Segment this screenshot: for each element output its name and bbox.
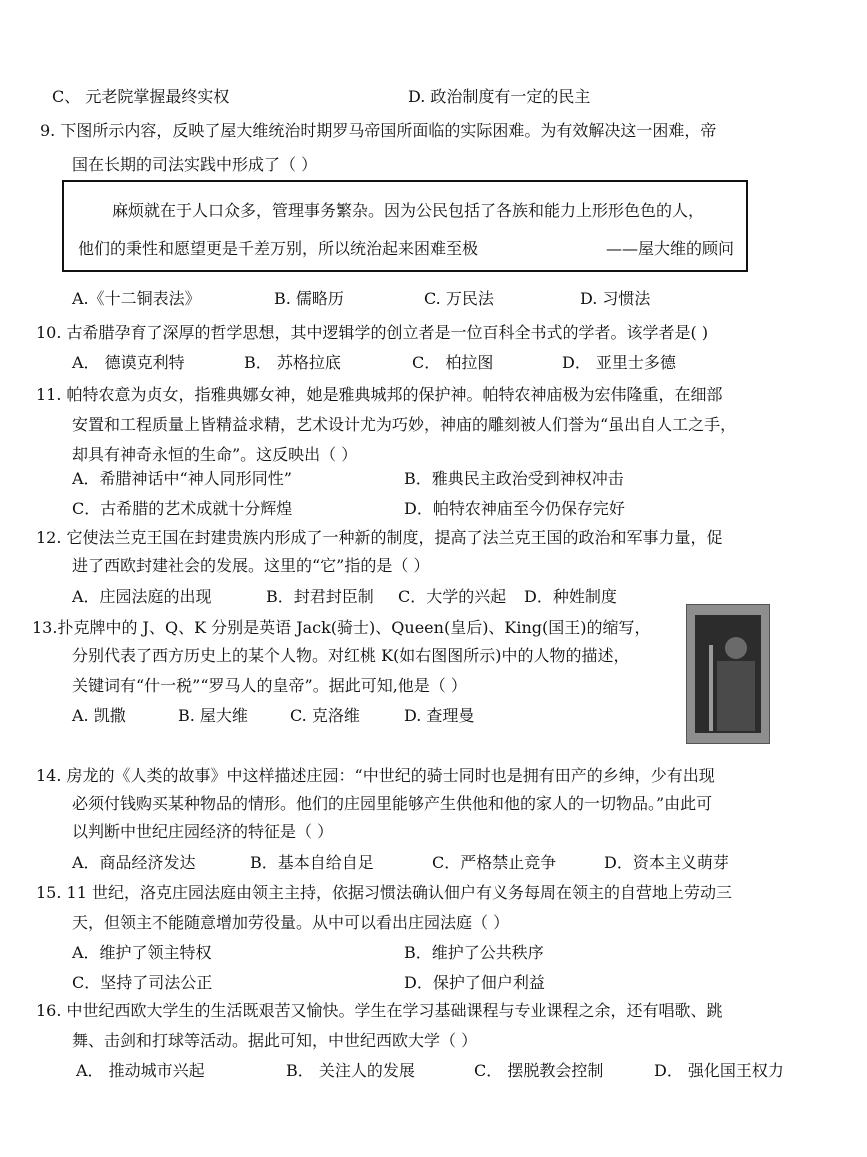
q15-option-b: B．维护了公共秩序 <box>404 943 544 962</box>
q9-stem-line1: 9. 下图所示内容，反映了屋大维统治时期罗马帝国所面临的实际困难。为有效解决这一困难，帝 <box>40 121 717 140</box>
q16-option-c: C． 摆脱教会控制 <box>474 1061 604 1080</box>
option-c: C、 元老院掌握最终实权 <box>52 87 230 106</box>
q10-option-c: C． 柏拉图 <box>412 353 494 372</box>
option-d: D. 政治制度有一定的民主 <box>408 87 591 106</box>
q14-option-d: D．资本主义萌芽 <box>604 853 729 872</box>
q9-quote-box <box>62 180 748 272</box>
q15-stem-line1: 15. 11 世纪，洛克庄园法庭由领主主持，依据习惯法确认佃户有义务每周在领主的自营地上劳动三 <box>36 883 732 902</box>
q13-stem-line2: 分别代表了西方历史上的某个人物。对红桃 K(如右图图所示)中的人物的描述， <box>72 646 630 665</box>
q16-option-b: B． 关注人的发展 <box>286 1061 415 1080</box>
q11-stem-line1: 11. 帕特农意为贞女，指雅典娜女神，她是雅典城邦的保护神。帕特农神庙极为宏伟隆重，在细部 <box>36 385 723 404</box>
q11-option-c: C．古希腊的艺术成就十分辉煌 <box>72 499 293 518</box>
q10-option-a: A． 德谟克利特 <box>72 353 185 372</box>
q16-option-d: D． 强化国王权力 <box>654 1061 784 1080</box>
q11-stem-line2: 安置和工程质量上皆精益求精，艺术设计尤为巧妙，神庙的雕刻被人们誉为“虽出自人工之手， <box>72 415 737 434</box>
q14-option-b: B．基本自给自足 <box>250 853 374 872</box>
q12-option-a: A．庄园法庭的出现 <box>72 587 212 606</box>
q9-option-d: D. 习惯法 <box>580 289 651 308</box>
q13-stem-line3: 关键词有“什一税”“罗马人的皇帝”。据此可知,他是（ ） <box>72 676 467 695</box>
q12-option-c: C．大学的兴起 <box>398 587 507 606</box>
q9-option-a: A.《十二铜表法》 <box>72 289 201 308</box>
q9-option-c: C. 万民法 <box>424 289 494 308</box>
q15-option-c: C．坚持了司法公正 <box>72 973 213 992</box>
q13-stem-line1: 13.扑克牌中的 J、Q、K 分别是英语 Jack(骑士)、Queen(皇后)、King(国王)的缩写， <box>32 618 651 637</box>
q15-option-a: A．维护了领主特权 <box>72 943 212 962</box>
q12-option-d: D．种姓制度 <box>524 587 617 606</box>
quote-source: ——屋大维的顾问 <box>605 239 734 258</box>
q13-option-b: B. 屋大维 <box>178 706 248 725</box>
king-of-hearts-card-image <box>686 604 770 744</box>
q16-option-a: A． 推动城市兴起 <box>76 1061 205 1080</box>
q11-option-a: A．希腊神话中“神人同形同性” <box>72 469 292 488</box>
q11-stem-line3: 却具有神奇永恒的生命”。这反映出（ ） <box>72 445 358 464</box>
q14-stem-line3: 以判断中世纪庄园经济的特征是（ ） <box>72 822 334 841</box>
q9-stem-line2: 国在长期的司法实践中形成了（ ） <box>72 155 318 174</box>
q11-option-b: B．雅典民主政治受到神权冲击 <box>404 469 624 488</box>
q12-option-b: B．封君封臣制 <box>266 587 374 606</box>
quote-line2: 他们的秉性和愿望更是千差万别，所以统治起来困难至极 <box>78 239 479 258</box>
q13-option-c: C. 克洛维 <box>290 706 360 725</box>
q12-stem-line1: 12. 它使法兰克王国在封建贵族内形成了一种新的制度，提高了法兰克王国的政治和军事力量，促 <box>36 528 723 547</box>
q15-stem-line2: 天，但领主不能随意增加劳役量。从中可以看出庄园法庭（ ） <box>72 913 510 932</box>
q15-option-d: D．保护了佃户利益 <box>404 973 545 992</box>
q16-stem-line2: 舞、击剑和打球等活动。据此可知，中世纪西欧大学（ ） <box>72 1031 478 1050</box>
q10-option-b: B． 苏格拉底 <box>244 353 341 372</box>
q14-option-a: A．商品经济发达 <box>72 853 196 872</box>
q11-option-d: D．帕特农神庙至今仍保存完好 <box>404 499 625 518</box>
q14-option-c: C．严格禁止竞争 <box>432 853 557 872</box>
q10-stem: 10. 古希腊孕育了深厚的哲学思想，其中逻辑学的创立者是一位百科全书式的学者。该学者是( ) <box>36 323 709 342</box>
q16-stem-line1: 16. 中世纪西欧大学生的生活既艰苦又愉快。学生在学习基础课程与专业课程之余，还有唱歌、跳 <box>36 1001 723 1020</box>
quote-line1: 麻烦就在于人口众多，管理事务繁杂。因为公民包括了各族和能力上形形色色的人， <box>112 201 705 220</box>
q9-option-b: B. 儒略历 <box>274 289 344 308</box>
q12-stem-line2: 进了西欧封建社会的发展。这里的“它”指的是（ ） <box>72 556 430 575</box>
q14-stem-line1: 14. 房龙的《人类的故事》中这样描述庄园：“中世纪的骑士同时也是拥有田产的乡绅，少有出现 <box>36 766 715 785</box>
q10-option-d: D． 亚里士多德 <box>562 353 676 372</box>
q14-stem-line2: 必须付钱购买某种物品的情形。他们的庄园里能够产生供他和他的家人的一切物品。”由此可 <box>72 794 713 813</box>
q13-option-d: D. 查理曼 <box>404 706 475 725</box>
q13-option-a: A. 凯撒 <box>72 706 126 725</box>
